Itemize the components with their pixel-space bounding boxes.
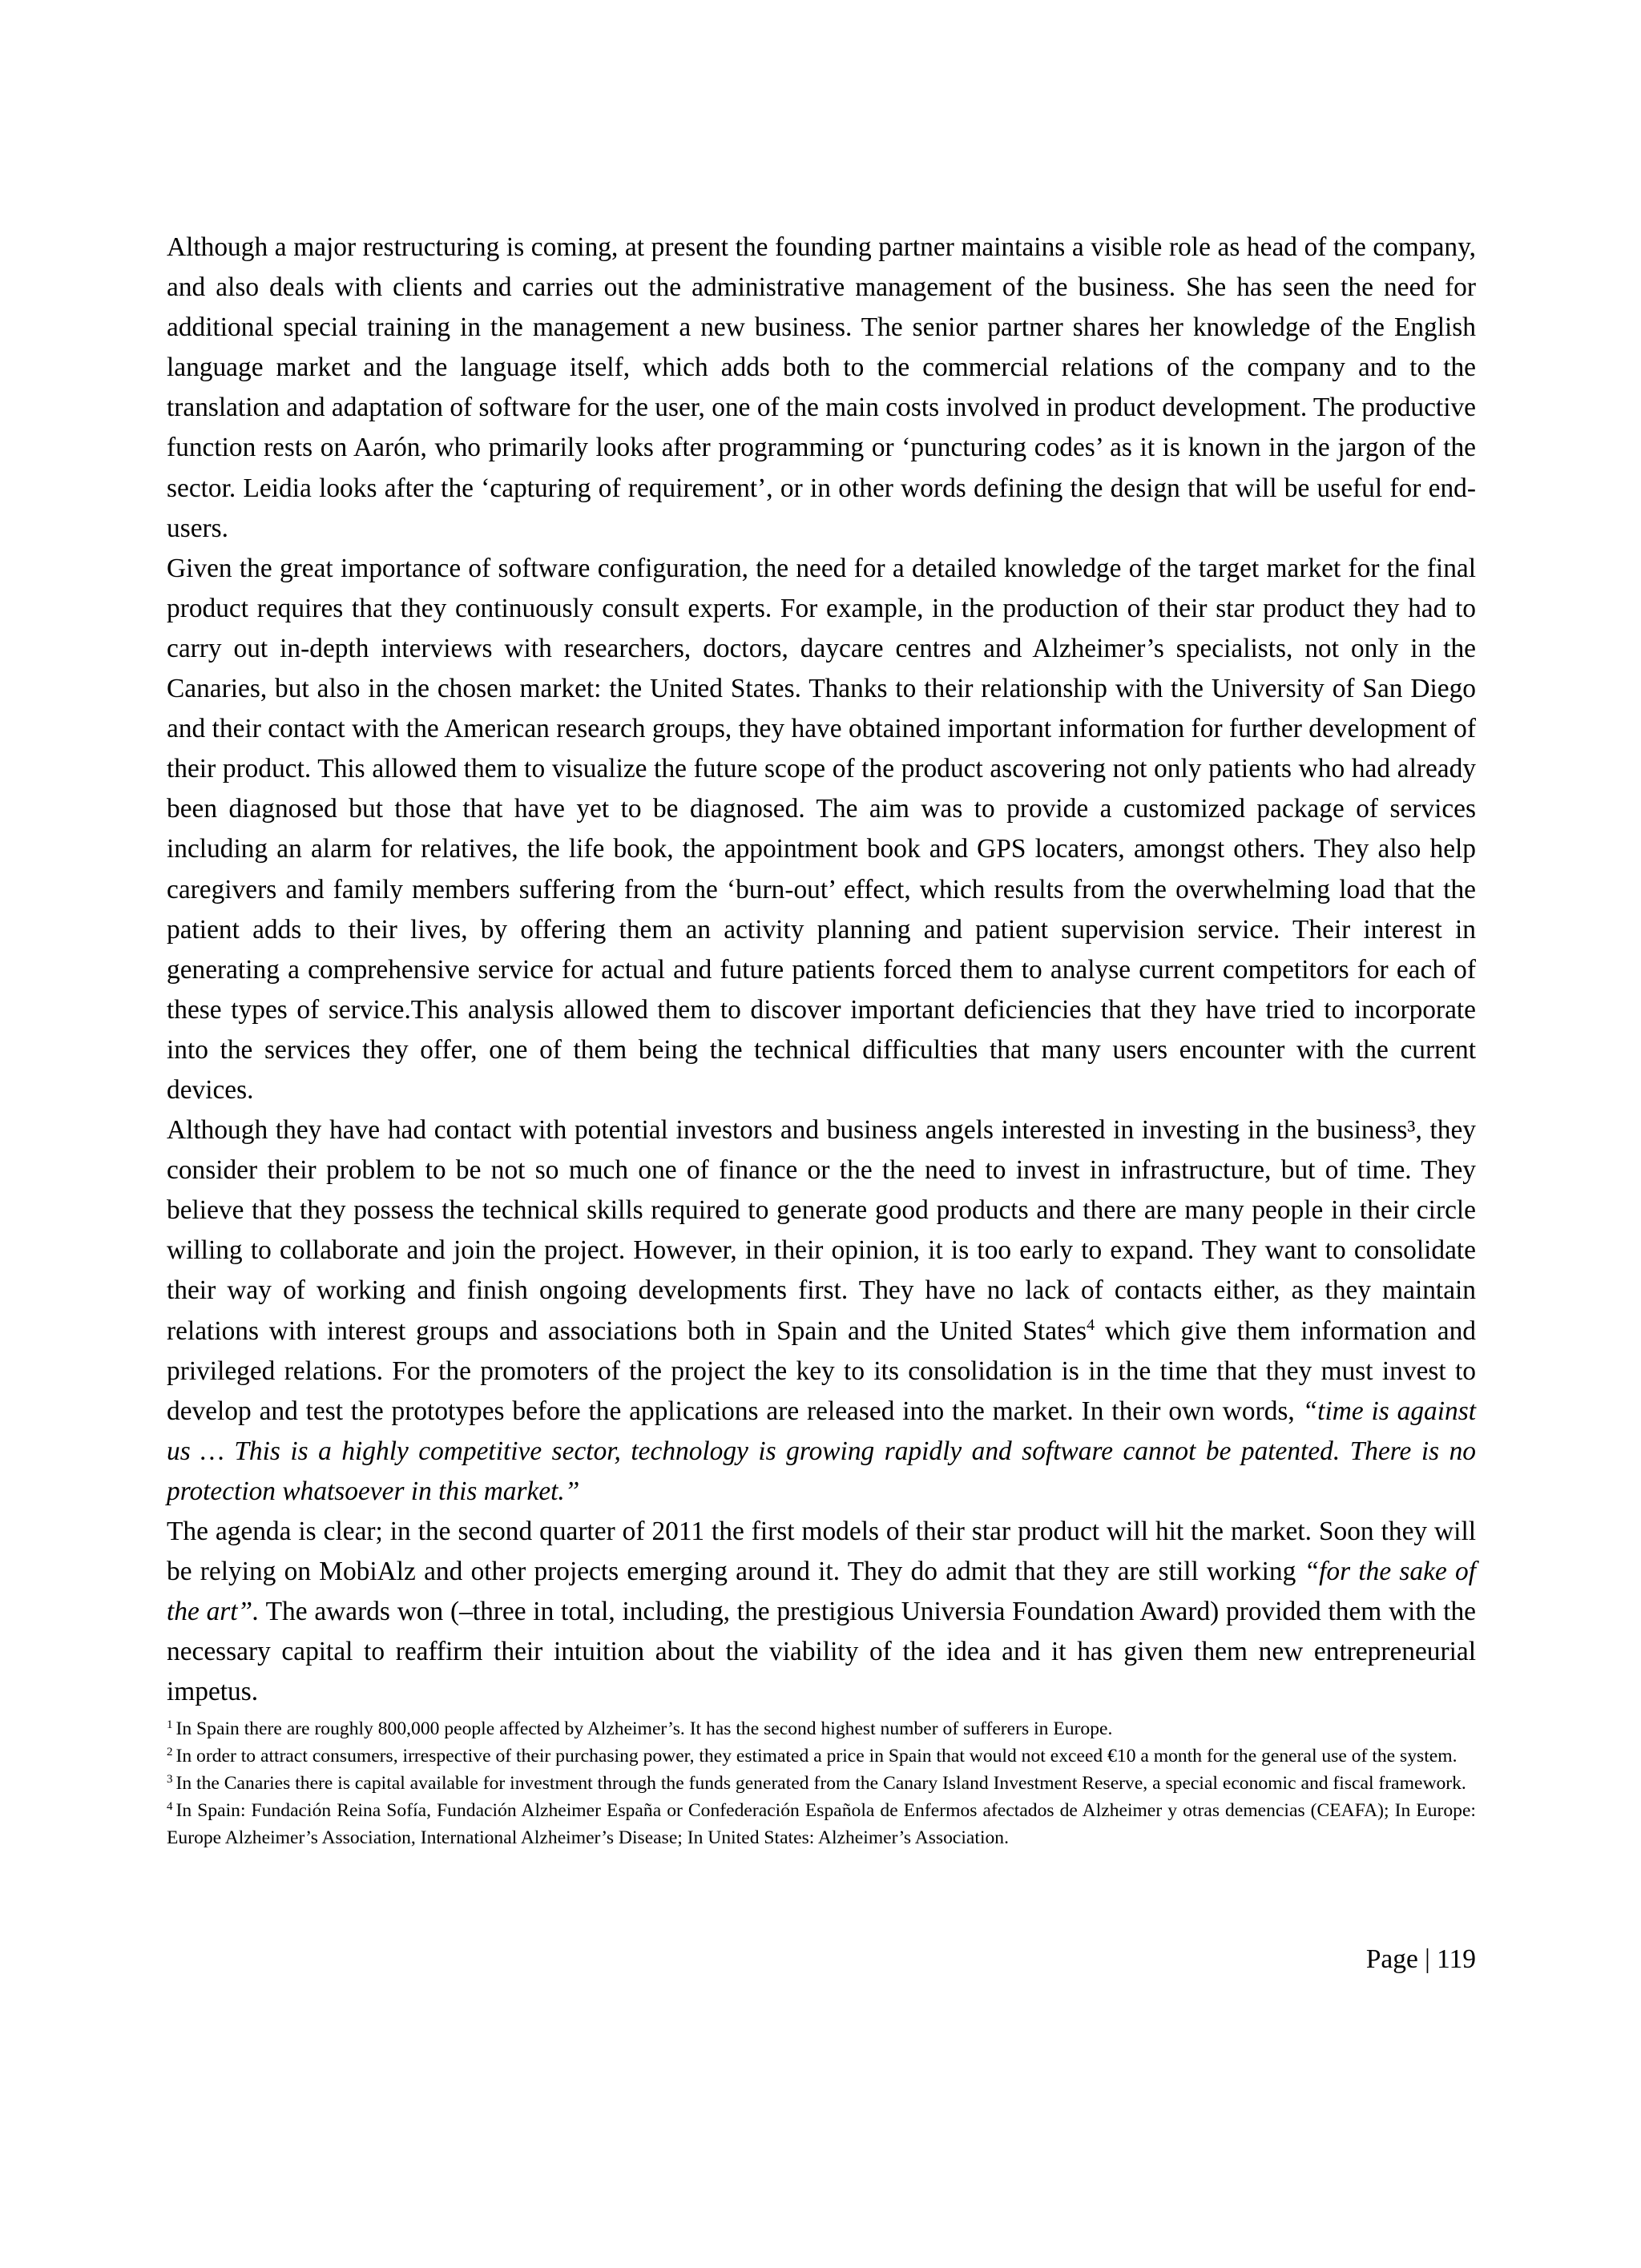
paragraph-4-quote: “for the sake of the art”. xyxy=(167,1557,1476,1627)
footnotes xyxy=(167,1715,1476,1851)
paragraph-1: Although a major restructuring is coming, at present the founding partner maintains a visible role as head of the company, and also deals with clients and carries out the administrative management of the business. She has seen the need for additional special training in the management a new business. The senior partner shares her knowledge of the English language market and the language itself, which adds both to the commercial relations of the company and to the translation and adaptation of software for the user, one of the main costs involved in product development. The productive function rests on Aarón, who primarily looks after programming or ‘puncturing codes’ as it is known in the jargon of the sector. Leidia looks after the ‘capturing of requirement’, or in other words defining the design that will be useful for end-users. xyxy=(167,232,1476,543)
footnote-2-text: In order to attract consumers, irrespective of their purchasing power, they estimated a price in Spain that would not exceed €10 a month for the general use of the system. xyxy=(175,1746,1458,1767)
footnote-4 xyxy=(167,1797,1476,1851)
footnote-4-text: In Spain: Fundación Reina Sofía, Fundación Alzheimer España or Confederación Española de Enfermos afectados de Alzheimer y otras demencias (CEAFA); In Europe: Europe Alzheimer’s Association, International Alzheimer’s Disease; In United States: Alzheimer’s Association. xyxy=(167,1800,1476,1849)
footnote-1-number: 1 xyxy=(167,1718,173,1731)
footnote-4-number: 4 xyxy=(167,1799,173,1813)
paragraph-3-quote: “time is against us … This is a highly competitive sector, technology is growing rapidly and software cannot be patented. There is no protection whatsoever in this market.” xyxy=(167,1396,1476,1506)
paragraph-2: Given the great importance of software configuration, the need for a detailed knowledge of the target market for the final product requires that they continuously consult experts. For example, in the production of their star product they had to carry out in-depth interviews with researchers, doctors, daycare centres and Alzheimer’s specialists, not only in the Canaries, but also in the chosen market: the United States. Thanks to their relationship with the University of San Diego and their contact with the American research groups, they have obtained important information for further development of their product. This allowed them to visualize the future scope of the product ascovering not only patients who had already been diagnosed but those that have yet to be diagnosed. The aim was to provide a customized package of services including an alarm for relatives, the life book, the appointment book and GPS locaters, amongst others. They also help caregivers and family members suffering from the ‘burn-out’ effect, which results from the overwhelming load that the patient adds to their lives, by offering them an activity planning and patient supervision service. Their interest in generating a comprehensive service for actual and future patients forced them to analyse current competitors for each of these types of service.This analysis allowed them to discover important deficiencies that they have tried to incorporate into the services they offer, one of them being the technical difficulties that many users encounter with the current devices. xyxy=(167,553,1476,1105)
paragraph-4 xyxy=(167,1512,1476,1712)
paragraph-3 xyxy=(167,1110,1476,1512)
footnote-ref-4: 4 xyxy=(1087,1315,1095,1334)
footnote-3-text: In the Canaries there is capital available for investment through the funds generated from the Canary Island Investment Reserve, a special economic and fiscal framework. xyxy=(175,1773,1466,1795)
footnote-1 xyxy=(167,1715,1476,1742)
paragraph-4-text-b: The awards won (–three in total, including, the prestigious Universia Foundation Award) provided them with the necessary capital to reaffirm their intuition about the viability of the idea and it has given them new entrepreneurial impetus. xyxy=(167,1597,1477,1707)
footnote-2-number: 2 xyxy=(167,1745,173,1758)
footnote-2 xyxy=(167,1742,1476,1770)
paragraph-3-text-a: Although they have had contact with potential investors and business angels interested in investing in the business³, they consider their problem to be not so much one of finance or the the need to invest in infrastructure, but of time. They believe that they possess the technical skills required to generate good products and there are many people in their circle willing to collaborate and join the project. However, in their opinion, it is too early to expand. They want to consolidate their way of working and finish ongoing developments first. They have no lack of contacts either, as they maintain relations with interest groups and associations both in Spain and the United States xyxy=(167,1115,1476,1346)
footnote-3 xyxy=(167,1770,1476,1797)
paragraph-3-text-b: which give them information and privileged relations. For the promoters of the project the key to its consolidation is in the time that they must invest to develop and test the prototypes before the applications are released into the market. In their own words, xyxy=(167,1315,1476,1426)
page-number: Page | 119 xyxy=(1365,1944,1476,1974)
document-page xyxy=(167,228,1476,1851)
paragraph-4-text-a: The agenda is clear; in the second quarter of 2011 the first models of their star product will hit the market. Soon they will be relying on MobiAlz and other projects emerging around it. They do admit that they are still working xyxy=(167,1517,1476,1587)
footnote-3-number: 3 xyxy=(167,1772,173,1786)
footnote-1-text: In Spain there are roughly 800,000 people affected by Alzheimer’s. It has the second highest number of sufferers in Europe. xyxy=(175,1718,1113,1740)
